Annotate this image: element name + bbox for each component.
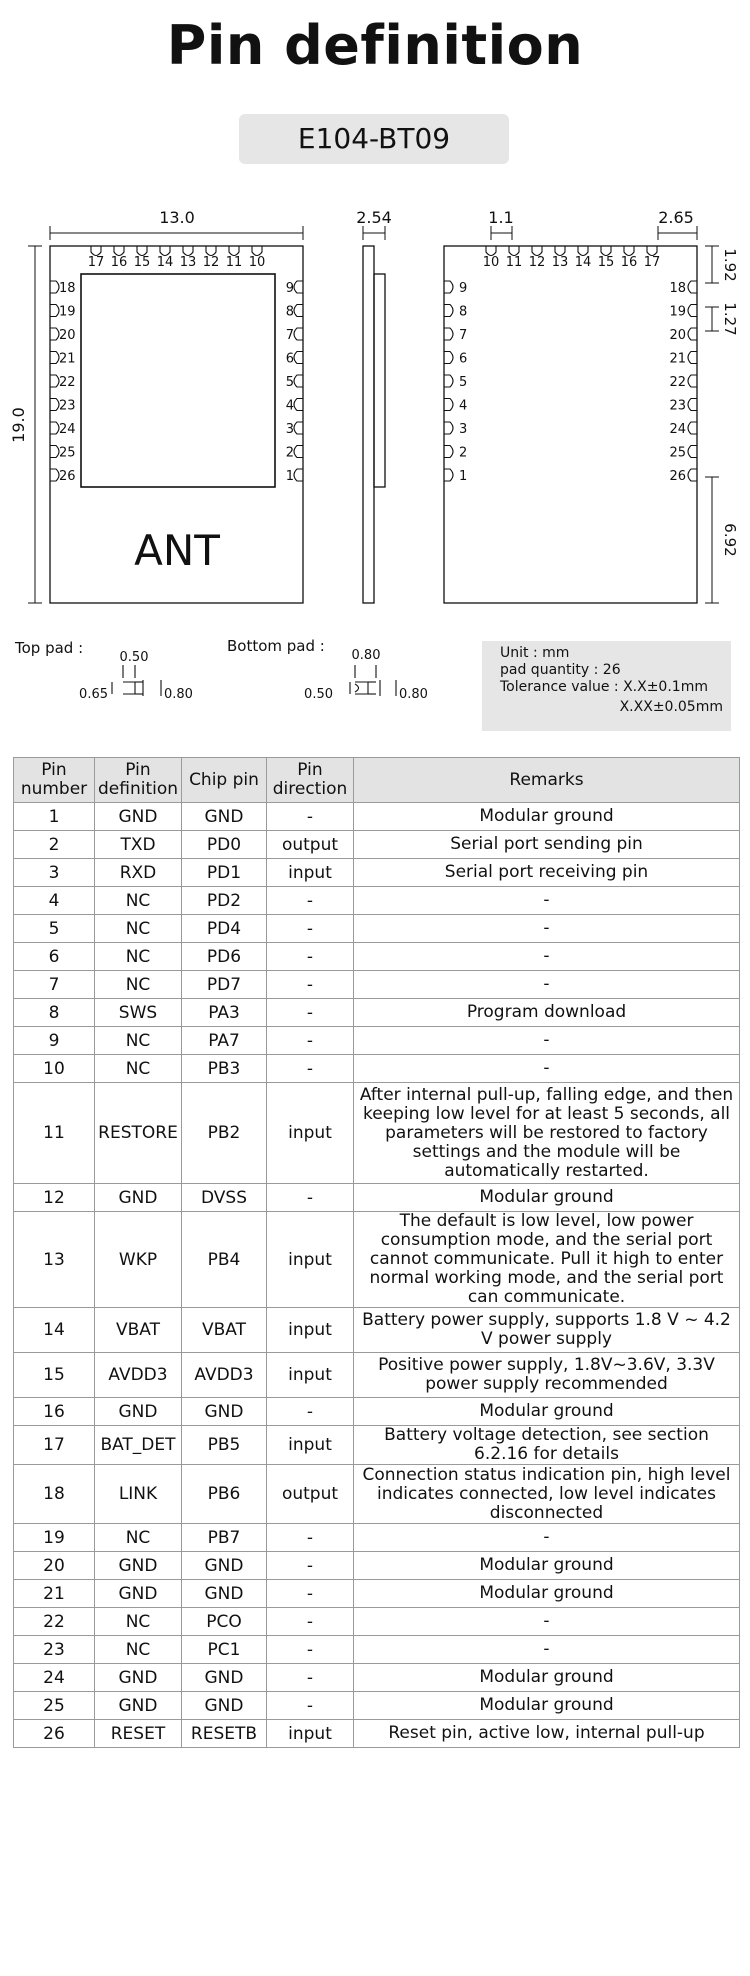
pin-number-cell: 16 <box>14 1398 95 1426</box>
table-row <box>14 1636 740 1664</box>
side-view <box>363 226 385 603</box>
pin-label: 2 <box>459 445 468 461</box>
bottom-pad-shape <box>350 665 396 696</box>
pin-label: 10 <box>482 255 500 270</box>
remarks-cell: - <box>354 971 740 999</box>
chip-pin-cell: PB7 <box>182 1524 267 1552</box>
pin-label: 25 <box>59 445 76 461</box>
chip-pin-cell: RESETB <box>182 1720 267 1748</box>
pin-direction-cell: - <box>267 803 354 831</box>
pin-direction-cell: - <box>267 1027 354 1055</box>
pin-label: 20 <box>669 328 686 343</box>
pin-pad <box>688 446 697 458</box>
pin-direction-cell: input <box>267 859 354 887</box>
dim-width: 13.0 <box>159 208 195 227</box>
remarks-cell: - <box>354 1524 740 1552</box>
pin-definition-cell: NC <box>95 887 182 915</box>
remarks-cell: Modular ground <box>354 1580 740 1608</box>
remarks-cell: - <box>354 1608 740 1636</box>
pin-definition-cell: NC <box>95 1055 182 1083</box>
pin-number-cell: 12 <box>14 1184 95 1212</box>
remarks-cell: Reset pin, active low, internal pull-up <box>354 1720 740 1748</box>
chip-pin-cell: PB3 <box>182 1055 267 1083</box>
pin-pad <box>50 281 59 293</box>
pin-label: 24 <box>669 422 686 437</box>
chip-pin-cell: GND <box>182 1692 267 1720</box>
top-pad-shape <box>112 665 161 696</box>
pin-label: 15 <box>597 255 615 270</box>
table-row <box>14 971 740 999</box>
pin-definition-cell: NC <box>95 943 182 971</box>
pin-label: 5 <box>459 375 468 390</box>
chip-pin-cell: GND <box>182 1552 267 1580</box>
pin-direction-cell: input <box>267 1212 354 1308</box>
pin-pad <box>688 281 697 293</box>
pin-direction-cell: - <box>267 1692 354 1720</box>
pin-pad <box>688 305 697 317</box>
table-row <box>14 1524 740 1552</box>
dim-edge: 2.65 <box>658 208 694 227</box>
pin-definition-cell: GND <box>95 1398 182 1426</box>
table-row <box>14 887 740 915</box>
pin-pad <box>688 422 697 434</box>
pin-pad <box>294 281 303 293</box>
pin-label: 26 <box>669 469 686 484</box>
pin-direction-cell: - <box>267 1664 354 1692</box>
pin-pad <box>50 305 59 317</box>
pin-pad <box>444 281 453 293</box>
header-pin-number: Pin number <box>14 758 95 803</box>
pin-definition-cell: NC <box>95 1608 182 1636</box>
pin-label: 2 <box>285 445 294 461</box>
remarks-cell: - <box>354 1636 740 1664</box>
table-row <box>14 1308 740 1353</box>
table-row <box>14 1353 740 1398</box>
pin-number-cell: 10 <box>14 1055 95 1083</box>
pin-number-cell: 8 <box>14 999 95 1027</box>
back-module-outline <box>444 246 697 603</box>
pin-direction-cell: - <box>267 1184 354 1212</box>
chip-pin-cell: PD4 <box>182 915 267 943</box>
pin-direction-cell: output <box>267 1465 354 1524</box>
remarks-cell: Modular ground <box>354 1184 740 1212</box>
pin-pad <box>50 352 59 364</box>
pin-number-cell: 20 <box>14 1552 95 1580</box>
remarks-cell: Serial port sending pin <box>354 831 740 859</box>
pin-label: 9 <box>459 281 468 296</box>
header-pin-direction: Pin direction <box>267 758 354 803</box>
pin-number-cell: 14 <box>14 1308 95 1353</box>
header-pin-definition: Pin definition <box>95 758 182 803</box>
table-row <box>14 1664 740 1692</box>
chip-pin-cell: DVSS <box>182 1184 267 1212</box>
pin-pad <box>444 422 453 434</box>
remarks-cell: - <box>354 1027 740 1055</box>
pin-pad <box>444 375 453 387</box>
table-row <box>14 859 740 887</box>
chip-pin-cell: PD6 <box>182 943 267 971</box>
remarks-cell: - <box>354 915 740 943</box>
remarks-cell: Serial port receiving pin <box>354 859 740 887</box>
pin-label: 7 <box>459 328 468 343</box>
pin-label: 13 <box>551 255 569 270</box>
remarks-cell: Modular ground <box>354 803 740 831</box>
pin-label: 15 <box>133 255 151 270</box>
table-row <box>14 1398 740 1426</box>
pin-definition-cell: NC <box>95 1636 182 1664</box>
chip-pin-cell: PB4 <box>182 1212 267 1308</box>
pin-label: 4 <box>459 398 468 414</box>
pin-direction-cell: - <box>267 971 354 999</box>
remarks-cell: Modular ground <box>354 1664 740 1692</box>
chip-pin-cell: PA7 <box>182 1027 267 1055</box>
dim-thickness: 2.54 <box>356 208 392 227</box>
table-row <box>14 1184 740 1212</box>
pin-label: 21 <box>59 351 76 367</box>
pin-definition-cell: RESET <box>95 1720 182 1748</box>
pin-direction-cell: - <box>267 1398 354 1426</box>
pin-pad <box>688 399 697 411</box>
pin-pad <box>50 469 59 481</box>
pin-label: 10 <box>248 255 266 270</box>
table-row <box>14 803 740 831</box>
pin-label: 14 <box>156 255 174 270</box>
table-row <box>14 1580 740 1608</box>
bottom-pad-left: 0.50 <box>304 687 333 702</box>
pin-number-cell: 13 <box>14 1212 95 1308</box>
header-remarks: Remarks <box>354 758 740 803</box>
remarks-cell: Modular ground <box>354 1398 740 1426</box>
pin-definition-cell: GND <box>95 803 182 831</box>
chip-pin-cell: PCO <box>182 1608 267 1636</box>
chip-pin-cell: PD0 <box>182 831 267 859</box>
pin-pad <box>688 469 697 481</box>
bottom-pad-width: 0.80 <box>351 648 381 663</box>
pin-pad <box>444 399 453 411</box>
dim-top-margin: 1.92 <box>721 248 739 282</box>
remarks-cell: Positive power supply, 1.8V~3.6V, 3.3V power supply recommended <box>354 1353 740 1398</box>
pin-label: 17 <box>643 255 661 270</box>
header-chip-pin: Chip pin <box>182 758 267 803</box>
table-row <box>14 1720 740 1748</box>
pin-label: 8 <box>459 304 468 320</box>
dim-pin-spacing: 1.27 <box>721 302 739 336</box>
pin-number-cell: 25 <box>14 1692 95 1720</box>
pin-pad <box>294 422 303 434</box>
pin-number-cell: 11 <box>14 1083 95 1184</box>
pin-label: 17 <box>87 255 105 270</box>
pin-label: 8 <box>285 304 294 320</box>
pin-label: 18 <box>669 281 686 296</box>
pin-pad <box>688 328 697 340</box>
pin-label: 25 <box>669 445 686 461</box>
pin-direction-cell: input <box>267 1353 354 1398</box>
pin-label: 19 <box>59 304 76 320</box>
pin-number-cell: 15 <box>14 1353 95 1398</box>
remarks-cell: - <box>354 1055 740 1083</box>
remarks-cell: - <box>354 887 740 915</box>
pin-label: 20 <box>59 328 76 343</box>
pin-direction-cell: - <box>267 887 354 915</box>
pin-definition-cell: RXD <box>95 859 182 887</box>
chip-pin-cell: PA3 <box>182 999 267 1027</box>
pin-label: 23 <box>59 398 76 414</box>
tolerance-note-2: X.XX±0.05mm <box>619 699 723 715</box>
pin-label: 1 <box>459 469 468 484</box>
pin-pad <box>444 328 453 340</box>
pin-number-cell: 24 <box>14 1664 95 1692</box>
dim-height: 19.0 <box>9 407 28 443</box>
pin-label: 12 <box>202 255 220 270</box>
table-row <box>14 1055 740 1083</box>
pin-definition-cell: SWS <box>95 999 182 1027</box>
model-badge: E104-BT09 <box>239 114 509 164</box>
table-row <box>14 1212 740 1308</box>
pin-label: 21 <box>669 351 686 367</box>
table-row <box>14 831 740 859</box>
chip-pin-cell: PB6 <box>182 1465 267 1524</box>
chip-pin-cell: GND <box>182 1580 267 1608</box>
pin-pad <box>688 352 697 364</box>
pin-label: 24 <box>59 422 76 437</box>
table-row <box>14 943 740 971</box>
chip-pin-cell: GND <box>182 1398 267 1426</box>
pin-pad <box>444 446 453 458</box>
chip-pin-cell: PC1 <box>182 1636 267 1664</box>
table-row <box>14 1692 740 1720</box>
pin-definition-cell: NC <box>95 915 182 943</box>
pin-definition-cell: VBAT <box>95 1308 182 1353</box>
pin-definition-cell: LINK <box>95 1465 182 1524</box>
pin-number-cell: 22 <box>14 1608 95 1636</box>
pin-pad <box>294 375 303 387</box>
pin-definition-cell: GND <box>95 1184 182 1212</box>
pin-number-cell: 2 <box>14 831 95 859</box>
pin-direction-cell: - <box>267 915 354 943</box>
pin-pad <box>444 352 453 364</box>
remarks-cell: Modular ground <box>354 1552 740 1580</box>
pin-number-cell: 6 <box>14 943 95 971</box>
pin-direction-cell: - <box>267 1608 354 1636</box>
remarks-cell: Program download <box>354 999 740 1027</box>
pin-pad <box>294 469 303 481</box>
pin-definition-cell: NC <box>95 1027 182 1055</box>
pin-number-cell: 23 <box>14 1636 95 1664</box>
pin-label: 4 <box>285 398 294 414</box>
pin-direction-cell: - <box>267 1552 354 1580</box>
pin-number-cell: 4 <box>14 887 95 915</box>
pin-direction-cell: - <box>267 943 354 971</box>
unit-note: Unit : mm <box>500 645 570 661</box>
pin-direction-cell: - <box>267 1580 354 1608</box>
pin-pad <box>294 352 303 364</box>
pin-number-cell: 1 <box>14 803 95 831</box>
pin-definition-cell: GND <box>95 1664 182 1692</box>
remarks-cell: Connection status indication pin, high level indicates connected, low level indicates disconnected <box>354 1465 740 1524</box>
pin-label: 1 <box>285 469 294 484</box>
table-row <box>14 915 740 943</box>
pin-number-cell: 7 <box>14 971 95 999</box>
pin-definition-cell: RESTORE <box>95 1083 182 1184</box>
chip-pin-cell: GND <box>182 1664 267 1692</box>
chip-pin-cell: PD2 <box>182 887 267 915</box>
pin-pad <box>50 446 59 458</box>
table-row <box>14 1027 740 1055</box>
pin-label: 16 <box>620 255 638 270</box>
dim-pitch: 1.1 <box>488 208 514 227</box>
pin-definition-cell: GND <box>95 1692 182 1720</box>
top-pad-left: 0.65 <box>79 687 108 702</box>
table-row <box>14 1552 740 1580</box>
bottom-pad-right: 0.80 <box>399 687 428 702</box>
table-row <box>14 1083 740 1184</box>
pin-label: 9 <box>285 281 294 296</box>
antenna-label: ANT <box>134 526 220 575</box>
spec-notes <box>482 641 731 731</box>
top-pad-width: 0.50 <box>119 650 149 665</box>
chip-pin-cell: AVDD3 <box>182 1353 267 1398</box>
pin-direction-cell: input <box>267 1308 354 1353</box>
pin-number-cell: 5 <box>14 915 95 943</box>
pin-definition-cell: GND <box>95 1552 182 1580</box>
table-row <box>14 1608 740 1636</box>
pin-definition-cell: NC <box>95 1524 182 1552</box>
top-pad-right: 0.80 <box>164 687 193 702</box>
pin-label: 18 <box>59 281 76 296</box>
pin-definition-cell: TXD <box>95 831 182 859</box>
pin-pad <box>444 305 453 317</box>
pin-label: 6 <box>459 351 468 367</box>
pin-label: 11 <box>505 255 523 270</box>
table-header-row <box>14 758 740 803</box>
pin-pad <box>50 328 59 340</box>
dim-bottom-margin: 6.92 <box>721 523 739 557</box>
chip-pin-cell: PD1 <box>182 859 267 887</box>
pin-number-cell: 19 <box>14 1524 95 1552</box>
remarks-cell: The default is low level, low power consumption mode, and the serial port cannot communicate. Pull it high to enter normal working mode, and the serial port can communicate. <box>354 1212 740 1308</box>
pin-label: 16 <box>110 255 128 270</box>
remarks-cell: Battery voltage detection, see section 6.2.16 for details <box>354 1426 740 1465</box>
pin-label: 6 <box>285 351 294 367</box>
bottom-pad-label: Bottom pad : <box>227 637 325 655</box>
pin-label: 3 <box>459 422 468 437</box>
side-pcb-outline <box>363 246 374 603</box>
pin-direction-cell: - <box>267 999 354 1027</box>
pin-label: 23 <box>669 398 686 414</box>
pin-number-cell: 17 <box>14 1426 95 1465</box>
pin-label: 5 <box>285 375 294 390</box>
remarks-cell: Modular ground <box>354 1692 740 1720</box>
table-row <box>14 1426 740 1465</box>
pin-label: 14 <box>574 255 592 270</box>
pin-pad <box>294 399 303 411</box>
pin-number-cell: 3 <box>14 859 95 887</box>
remarks-cell: After internal pull-up, falling edge, and then keeping low level for at least 5 seconds, all parameters will be restored to factory settings and the module will be automatically restarted. <box>354 1083 740 1184</box>
chip-pin-cell: VBAT <box>182 1308 267 1353</box>
chip-pin-cell: PB2 <box>182 1083 267 1184</box>
table-row <box>14 999 740 1027</box>
pin-pad <box>294 446 303 458</box>
pin-direction-cell: - <box>267 1524 354 1552</box>
pin-definition-cell: BAT_DET <box>95 1426 182 1465</box>
shield-can <box>81 274 275 487</box>
pin-direction-cell: - <box>267 1055 354 1083</box>
pin-definition-cell: NC <box>95 971 182 999</box>
remarks-cell: Battery power supply, supports 1.8 V ~ 4.2 V power supply <box>354 1308 740 1353</box>
pin-table <box>13 757 740 1748</box>
pin-label: 3 <box>285 422 294 437</box>
pin-pad <box>444 469 453 481</box>
pin-pad <box>294 328 303 340</box>
pin-definition-cell: AVDD3 <box>95 1353 182 1398</box>
pin-definition-cell: GND <box>95 1580 182 1608</box>
pin-direction-cell: input <box>267 1426 354 1465</box>
pin-pad <box>688 375 697 387</box>
pin-label: 19 <box>669 304 686 320</box>
pin-label: 11 <box>225 255 243 270</box>
pin-label: 22 <box>59 375 76 390</box>
pin-label: 26 <box>59 469 76 484</box>
pin-direction-cell: - <box>267 1636 354 1664</box>
side-shield-outline <box>374 274 385 487</box>
pin-number-cell: 18 <box>14 1465 95 1524</box>
chip-pin-cell: PD7 <box>182 971 267 999</box>
pin-label: 13 <box>179 255 197 270</box>
table-row <box>14 1465 740 1524</box>
tolerance-note: Tolerance value : X.X±0.1mm <box>500 679 708 695</box>
pin-definition-cell: WKP <box>95 1212 182 1308</box>
pad-qty-note: pad quantity : 26 <box>500 662 621 678</box>
pin-pad <box>50 422 59 434</box>
chip-pin-cell: GND <box>182 803 267 831</box>
chip-pin-cell: PB5 <box>182 1426 267 1465</box>
pin-number-cell: 26 <box>14 1720 95 1748</box>
pin-pad <box>50 399 59 411</box>
pin-direction-cell: input <box>267 1720 354 1748</box>
pin-number-cell: 9 <box>14 1027 95 1055</box>
remarks-cell: - <box>354 943 740 971</box>
pin-pad <box>50 375 59 387</box>
page-title: Pin definition <box>166 14 584 77</box>
pin-direction-cell: input <box>267 1083 354 1184</box>
pin-label: 7 <box>285 328 294 343</box>
pin-label: 12 <box>528 255 546 270</box>
pin-direction-cell: output <box>267 831 354 859</box>
top-pad-label: Top pad : <box>15 639 84 657</box>
pin-pad <box>294 305 303 317</box>
pin-label: 22 <box>669 375 686 390</box>
pin-number-cell: 21 <box>14 1580 95 1608</box>
